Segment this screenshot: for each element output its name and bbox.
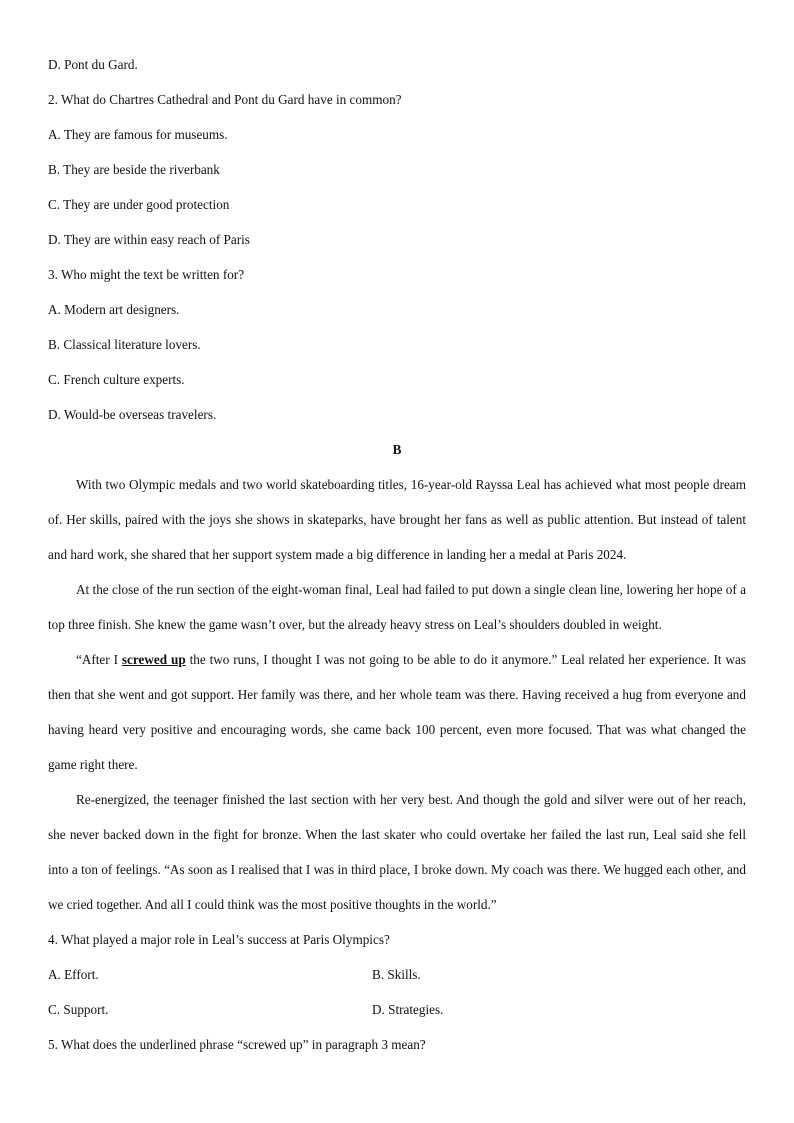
q2-option-a: A. They are famous for museums. <box>48 127 228 142</box>
q1-option-d: D. Pont du Gard. <box>48 57 138 72</box>
q2-option-b: B. They are beside the riverbank <box>48 162 220 177</box>
paragraph-3-rest: the two runs, I thought I was not going to be able to do it anymore.” Leal related her experience. It was then that she went and got support. Her family was there, and her whole team was there. Having received a hug from everyone and having heard very positive and encouraging words, she came back 100 percent, even more focused. That was what changed the game right there. <box>48 652 746 772</box>
q4-option-d: D. Strategies. <box>372 1002 444 1017</box>
exam-page <box>48 55 746 1070</box>
q3-option-c: C. French culture experts. <box>48 372 185 387</box>
paragraph-3-lead: “After I <box>76 652 122 667</box>
q2-option-d: D. They are within easy reach of Paris <box>48 232 250 247</box>
q2-option-c: C. They are under good protection <box>48 197 230 212</box>
q3-option-a: A. Modern art designers. <box>48 302 180 317</box>
paragraph-1-text: With two Olympic medals and two world skateboarding titles, 16-year-old Rayssa Leal has achieved what most people dream of. Her skills, paired with the joys she shows in skateparks, have brought her fans as well as public attention. But instead of talent and hard work, she shared that her support system made a big difference in landing her a medal at Paris 2024. <box>48 477 746 562</box>
paragraph-2-text: At the close of the run section of the eight-woman final, Leal had failed to put down a single clean line, lowering her hope of a top three finish. She knew the game wasn’t over, but the already heavy stress on Leal’s shoulders doubled in weight. <box>48 582 746 632</box>
underlined-phrase: screwed up <box>121 652 186 667</box>
passage-b-paragraph-4 <box>48 782 746 922</box>
paragraph-4-text: Re-energized, the teenager finished the last section with her very best. And though the gold and silver were out of her reach, she never backed down in the fight for bronze. When the last skater who could overtake her failed the last run, Leal said she fell into a ton of feelings. “As soon as I realised that I was in third place, I broke down. My coach was there. We hugged each other, and we cried together. And all I could think was the most positive thoughts in the world.” <box>48 792 746 912</box>
passage-b-paragraph-1 <box>48 467 746 572</box>
passage-b-paragraph-2 <box>48 572 746 642</box>
q2-question: 2. What do Chartres Cathedral and Pont du Gard have in common? <box>48 92 402 107</box>
passage-b-paragraph-3 <box>48 642 746 782</box>
q4-option-c: C. Support. <box>48 1002 109 1017</box>
q4-options <box>48 965 746 1035</box>
q4-option-a: A. Effort. <box>48 967 99 982</box>
q3-option-b: B. Classical literature lovers. <box>48 337 201 352</box>
q4-question: 4. What played a major role in Leal’s success at Paris Olympics? <box>48 932 390 947</box>
q4-option-b: B. Skills. <box>372 967 421 982</box>
q3-option-d: D. Would-be overseas travelers. <box>48 407 217 422</box>
passage-b-heading: B <box>392 442 402 457</box>
q5-question: 5. What does the underlined phrase “screwed up” in paragraph 3 mean? <box>48 1037 426 1052</box>
q3-question: 3. Who might the text be written for? <box>48 267 245 282</box>
